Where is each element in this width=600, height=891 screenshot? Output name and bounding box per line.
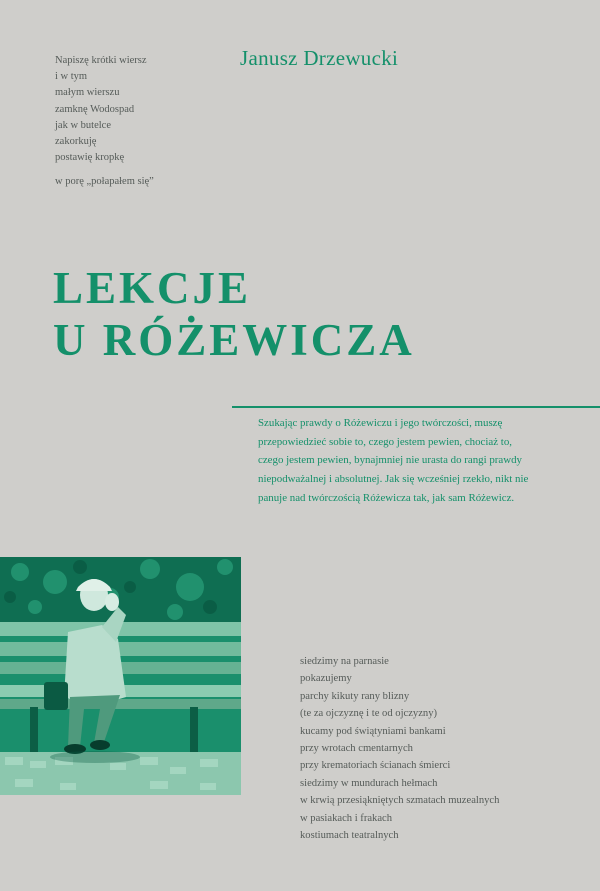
cover-photo-man-on-bench [0,557,241,795]
poem-bottom-line: siedzimy na parnasie [300,656,389,667]
poem-top-line: zakorkuję [55,136,97,148]
blurb-line: panuje nad twórczością Różewicza tak, jak sam Różewicz. [258,491,515,504]
poem-top-line: zamknę Wodospad [55,103,135,115]
poem-bottom-line: przy wrotach cmentarnych [300,743,413,755]
poem-bottom-line: pokazujemy [300,673,352,685]
divider-rule [232,406,600,408]
blurb-text [258,414,568,508]
poem-excerpt-top [55,53,154,191]
author-name: Janusz Drzewucki [240,46,399,70]
poem-bottom-line: parchy kikuty rany blizny [300,690,410,702]
title-line-1: LEKCJE [53,263,252,313]
poem-top-line: i w tym [55,71,88,83]
title-line-2: U RÓŻEWICZA [53,315,415,365]
poem-top-line: Napiszę krótki wiersz [55,55,147,66]
poem-top-line: małym wierszu [55,87,120,99]
poem-top-last-line: w porę „połapałem się” [55,176,154,188]
poem-top-line: jak w butelce [55,119,111,131]
poem-bottom-line: przy krematoriach ścianach śmierci [300,760,451,772]
blurb-line: czego jestem pewien, bynajmniej nie urasta do rangi prawdy [258,454,523,467]
poem-top-line: postawię kropkę [55,152,125,164]
blurb-line: Szukając prawdy o Różewiczu i jego twórczości, muszę [258,417,503,429]
poem-bottom-line: siedzimy w mundurach hełmach [300,777,438,789]
poem-bottom-line: w pasiakach i frakach [300,812,393,824]
poem-bottom-line: kucamy pod świątyniami bankami [300,725,446,737]
poem-bottom-line: w krwią przesiąkniętych szmatach muzealnych [300,795,500,807]
poem-excerpt-bottom [300,653,499,844]
blurb-line: niepodważalnej i absolutnej. Jak się wcześniej rzekło, nikt nie [258,473,529,486]
poem-bottom-line: (te za ojczyznę i te od ojczyzny) [300,708,438,720]
book-title [53,262,415,366]
poem-bottom-line: kostiumach teatralnych [300,830,399,842]
stanza-gap [55,166,154,174]
blurb-line: przepowiedzieć sobie to, czego jestem pewien, chociaż to, [258,435,513,448]
